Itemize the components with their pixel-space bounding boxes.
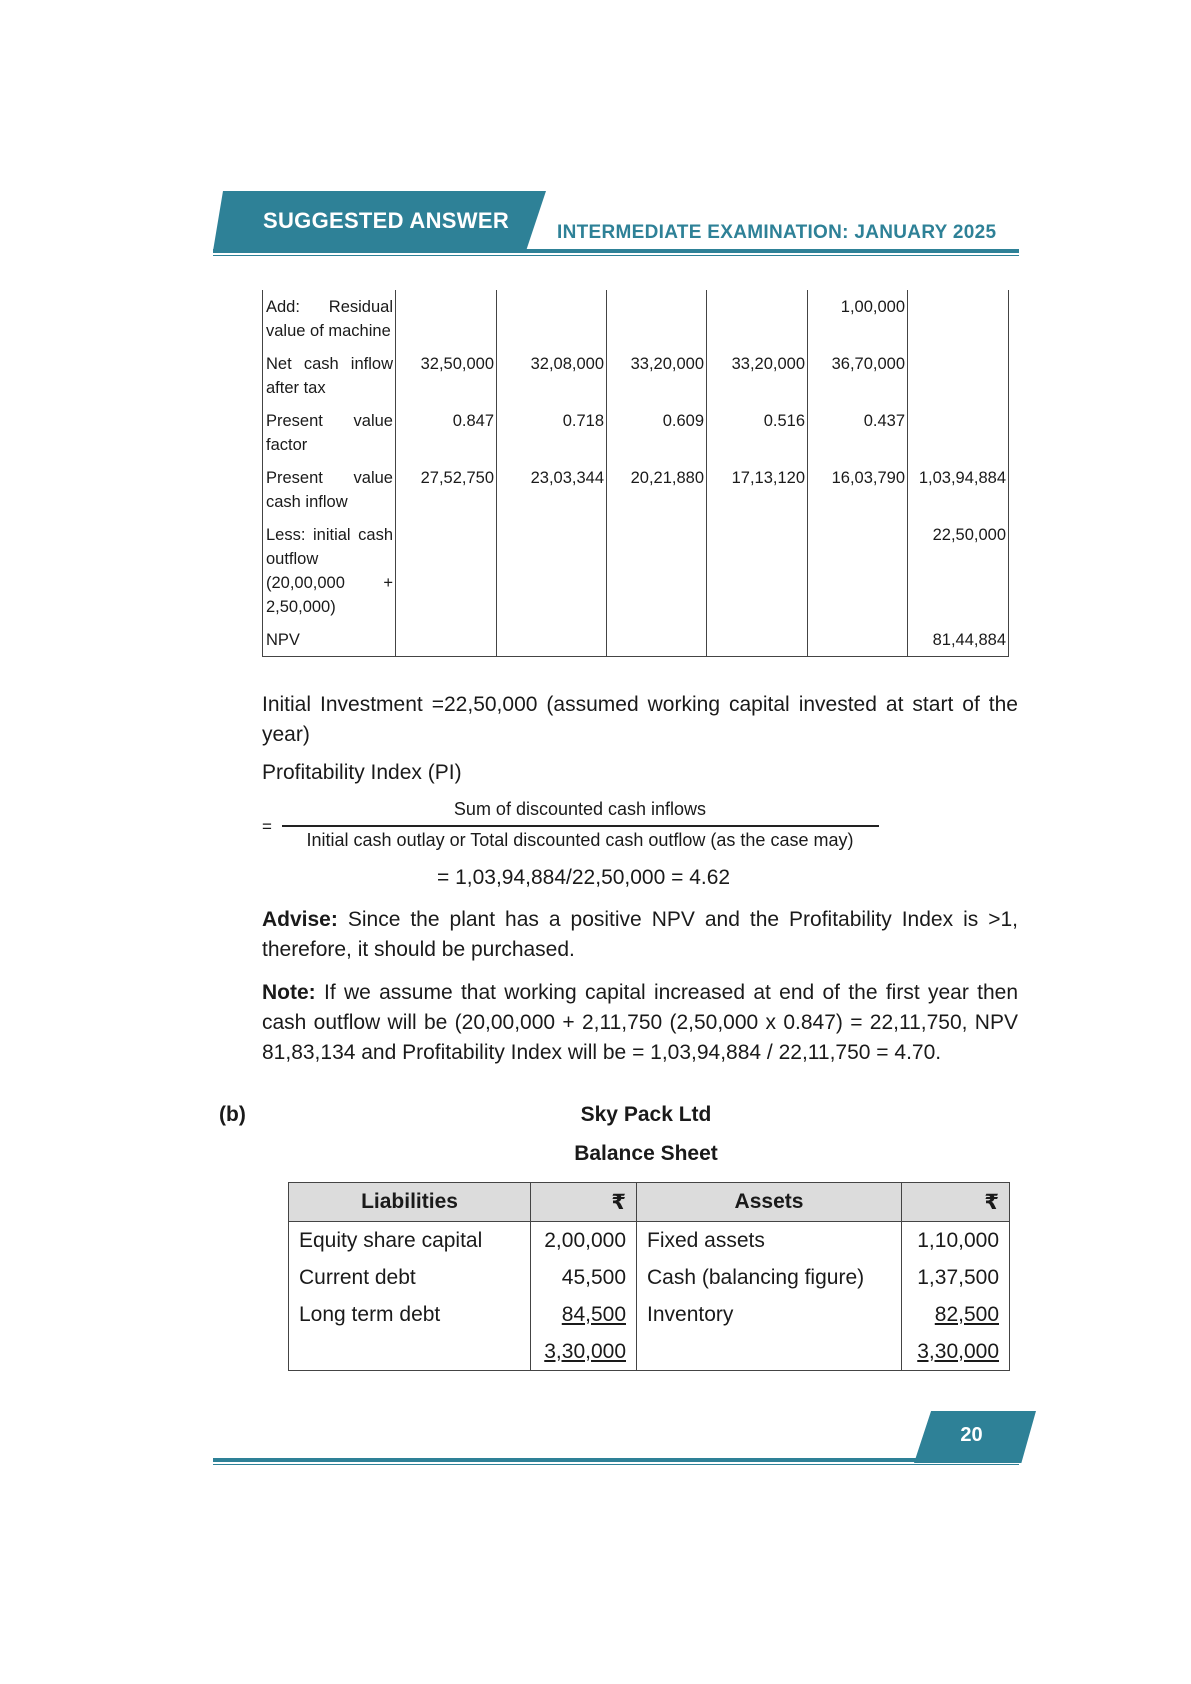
pv-cell [707,290,808,347]
pv-row-label: NPV [263,623,396,657]
pv-cell: 0.516 [707,404,808,461]
pv-cell [497,518,607,623]
pv-row-label: Present value factor [263,404,396,461]
pv-cell [808,518,908,623]
pv-cell: 22,50,000 [908,518,1009,623]
pv-table-row [263,404,1009,461]
pv-cell [908,404,1009,461]
liability-cell: Long term debt [299,1302,441,1326]
pv-table-row [263,518,1009,623]
liabilities-total: 3,30,000 [544,1339,626,1363]
balance-sheet-table [288,1182,1010,1371]
company-name: Sky Pack Ltd [580,1103,712,1126]
pv-cell: 20,21,880 [607,461,707,518]
pv-cell: 0.609 [607,404,707,461]
asset-cell: Cash (balancing figure) [647,1265,865,1289]
asset-amount-cell: 1,10,000 [917,1228,999,1252]
pv-cell [607,518,707,623]
pv-table-row [263,347,1009,404]
pv-cell: 1,03,94,884 [908,461,1009,518]
pi-heading: Profitability Index (PI) [262,761,462,784]
header-rule-thin [213,255,1019,256]
pv-cell [607,623,707,657]
statement-title: Balance Sheet [574,1142,718,1165]
advise-label: Advise: [262,908,338,931]
asset-cell: Inventory [647,1302,734,1326]
pv-cell [396,623,497,657]
pv-cell: 1,00,000 [808,290,908,347]
pv-cell: 0.847 [396,404,497,461]
pv-table-row [263,623,1009,657]
equals-sign: = [262,817,272,836]
pv-cell [607,290,707,347]
pv-cell: 81,44,884 [908,623,1009,657]
balance-sheet-row [289,1222,1010,1260]
note-text: If we assume that working capital increased at end of the first year then cash outflow will be (20,00,000 + 2,11,750 (2,50,000 x 0.847) = 22,11,750, NPV 81,83,134 and Profitability Index will be = 1,03,94,884 / 22,11,750 = 4.70. [262,981,1018,1064]
balance-sheet-total-row [289,1333,1010,1371]
initial-investment-text: Initial Investment =22,50,000 (assumed working capital invested at start of the year) [262,693,1018,746]
balance-sheet-row [289,1259,1010,1296]
pv-cell: 0.437 [808,404,908,461]
note-label: Note: [262,981,316,1004]
pv-cell [908,290,1009,347]
pv-cell [808,623,908,657]
currency-header-liabilities: ₹ [531,1183,637,1222]
pv-row-label: Present value cash inflow [263,461,396,518]
pv-row-label: Less: initial cash outflow (20,00,000 + 2,50,000) [263,518,396,623]
part-b-label: (b) [219,1103,246,1126]
pv-table-row [263,290,1009,347]
balance-sheet-row [289,1296,1010,1333]
asset-amount-cell: 82,500 [934,1302,999,1326]
liability-amount-cell: 2,00,000 [544,1228,626,1252]
pv-cell: 33,20,000 [707,347,808,404]
page-number: 20 [960,1424,983,1446]
currency-header-assets: ₹ [902,1183,1010,1222]
liability-cell: Equity share capital [299,1228,483,1252]
pv-table-row [263,461,1009,518]
asset-amount-cell: 1,37,500 [917,1265,999,1289]
pv-cell: 36,70,000 [808,347,908,404]
pv-row-label: Add: Residual value of machine [263,290,396,347]
pv-cell: 23,03,344 [497,461,607,518]
liabilities-header: Liabilities [289,1183,531,1222]
note-paragraph [262,978,1018,1068]
pv-cell [396,290,497,347]
footer-rule [213,1458,1019,1462]
fraction-denominator: Initial cash outlay or Total discounted cash outflow (as the case may) [306,830,854,850]
advise-paragraph [262,905,1018,965]
header-rule [213,249,1019,253]
pv-cell [497,290,607,347]
liability-amount-cell: 45,500 [561,1265,626,1289]
pv-cell: 0.718 [497,404,607,461]
pv-cell: 17,13,120 [707,461,808,518]
assets-header: Assets [637,1183,902,1222]
pv-row-label: Net cash inflow after tax [263,347,396,404]
pv-cell [707,623,808,657]
header-tab-label: SUGGESTED ANSWER [263,208,510,233]
pv-cell [908,347,1009,404]
liability-amount-cell: 84,500 [561,1302,626,1326]
pv-cell: 16,03,790 [808,461,908,518]
pv-cell: 32,08,000 [497,347,607,404]
exam-title: INTERMEDIATE EXAMINATION: JANUARY 2025 [557,222,997,243]
pv-cell [396,518,497,623]
pi-calculation: = 1,03,94,884/22,50,000 = 4.62 [437,866,731,889]
pv-cell: 27,52,750 [396,461,497,518]
liability-cell: Current debt [299,1265,416,1289]
assets-total: 3,30,000 [917,1339,999,1363]
present-value-table [262,290,1009,657]
pv-cell: 33,20,000 [607,347,707,404]
fraction-bar [282,825,879,827]
pv-cell [707,518,808,623]
advise-text: Since the plant has a positive NPV and the Profitability Index is >1, therefore, it should be purchased. [262,908,1018,961]
asset-cell: Fixed assets [647,1228,765,1252]
footer-rule-thin [213,1464,1019,1465]
fraction-numerator: Sum of discounted cash inflows [453,799,707,819]
pv-cell: 32,50,000 [396,347,497,404]
pv-cell [497,623,607,657]
